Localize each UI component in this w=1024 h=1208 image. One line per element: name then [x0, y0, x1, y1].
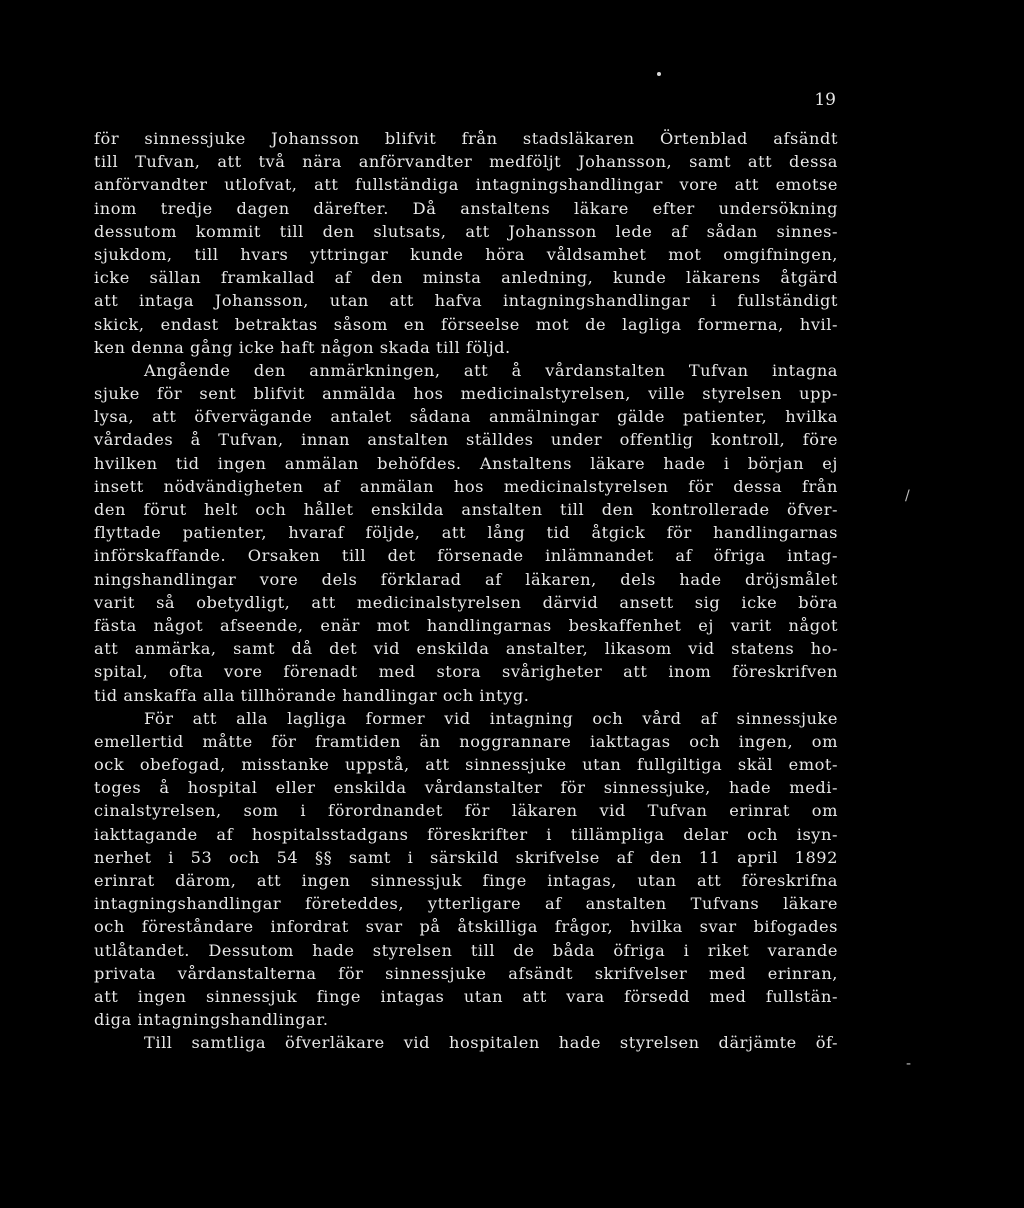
- text-line: emellertid måtte för framtiden än noggrannare iakttagas och ingen, om: [94, 731, 838, 751]
- text-line: flyttade patienter, hvaraf följde, att lång tid åtgick för handlingarnas: [94, 523, 838, 543]
- text-line: fästa något afseende, enär mot handlingarnas beskaffenhet ej varit något: [94, 615, 838, 635]
- text-line: ock obefogad, misstanke uppstå, att sinnessjuke utan fullgiltiga skäl emot-: [94, 755, 838, 775]
- text-line: för sinnessjuke Johansson blifvit från stadsläkaren Örtenblad afsändt: [94, 129, 838, 148]
- text-line: ken denna gång icke haft någon skada till följd.: [94, 337, 511, 357]
- text-line: erinrat därom, att ingen sinnessjuk finge intagas, utan att föreskrifna: [94, 871, 838, 890]
- text-line: att ingen sinnessjuk finge intagas utan att vara försedd med fullstän-: [94, 986, 838, 1006]
- text-line: insett nödvändigheten af anmälan hos medicinalstyrelsen för dessa från: [94, 476, 838, 496]
- text-line: privata vårdanstalterna för sinnessjuke afsändt skrifvelser med erinran,: [94, 963, 838, 983]
- text-line: Till samtliga öfverläkare vid hospitalen hade styrelsen därjämte öf-: [144, 1033, 838, 1053]
- text-line: att anmärka, samt då det vid enskilda anstalter, likasom vid statens ho-: [94, 639, 838, 659]
- text-line: nerhet i 53 och 54 §§ samt i särskild skrifvelse af den 11 april 1892: [94, 847, 838, 867]
- text-line: intagningshandlingar företeddes, ytterligare af anstalten Tufvans läkare: [94, 894, 838, 914]
- ink-speck: [657, 72, 661, 76]
- text-line: till Tufvan, att två nära anförvandter medföljt Johansson, samt att dessa: [94, 152, 838, 172]
- text-line: cinalstyrelsen, som i förordnandet för läkaren vid Tufvan erinrat om: [94, 801, 838, 821]
- text-line: icke sällan framkallad af den minsta anledning, kunde läkarens åtgärd: [94, 268, 838, 288]
- text-line: ningshandlingar vore dels förklarad af läkaren, dels hade dröjsmålet: [94, 569, 838, 589]
- text-line: iakttagande af hospitalsstadgans föreskrifter i tillämpliga delar och isyn-: [94, 824, 838, 844]
- text-line: dessutom kommit till den slutsats, att Johansson lede af sådan sinnes-: [94, 221, 838, 241]
- text-line: toges å hospital eller enskilda vårdanstalter för sinnessjuke, hade medi-: [94, 778, 838, 798]
- text-line: varit så obetydligt, att medicinalstyrelsen därvid ansett sig icke böra: [94, 592, 838, 612]
- text-line: sjukdom, till hvars yttringar kunde höra våldsamhet mot omgifningen,: [94, 244, 838, 264]
- text-line: tid anskaffa alla tillhörande handlingar och intyg.: [94, 685, 530, 705]
- body-text: [94, 127, 838, 1055]
- text-line: lysa, att öfvervägande antalet sådana anmälningar gälde patienter, hvilka: [94, 407, 838, 427]
- text-line: spital, ofta vore förenadt med stora svårigheter att inom föreskrifven: [94, 662, 838, 682]
- text-line: Angående den anmärkningen, att å vårdanstalten Tufvan intagna: [144, 360, 838, 380]
- text-line: utlåtandet. Dessutom hade styrelsen till de båda öfriga i riket varande: [94, 940, 838, 960]
- text-line: vårdades å Tufvan, innan anstalten ställdes under offentlig kontroll, före: [94, 430, 838, 450]
- margin-mark-dash: -: [906, 1056, 912, 1072]
- text-line: inom tredje dagen därefter. Då anstaltens läkare efter undersökning: [94, 198, 838, 218]
- text-line: diga intagningshandlingar.: [94, 1010, 329, 1030]
- text-line: För att alla lagliga former vid intagning och vård af sinnessjuke: [144, 708, 838, 728]
- text-line: införskaffande. Orsaken till det försenade inlämnandet af öfriga intag-: [94, 546, 838, 566]
- text-line: att intaga Johansson, utan att hafva intagningshandlingar i fullständigt: [94, 291, 838, 311]
- text-line: hvilken tid ingen anmälan behöfdes. Anstaltens läkare hade i början ej: [94, 453, 838, 473]
- text-line: den förut helt och hållet enskilda anstalten till den kontrollerade öfver-: [94, 500, 838, 519]
- page-number: 19: [814, 90, 836, 110]
- text-line: sjuke för sent blifvit anmälda hos medicinalstyrelsen, ville styrelsen upp-: [94, 384, 838, 404]
- margin-mark-slash: /: [905, 488, 910, 504]
- text-line: anförvandter utlofvat, att fullständiga intagningshandlingar vore att emotse: [94, 175, 838, 195]
- text-line: och föreståndare infordrat svar på åtskilliga frågor, hvilka svar bifogades: [94, 917, 838, 937]
- text-line: skick, endast betraktas såsom en förseelse mot de lagliga formerna, hvil-: [94, 314, 838, 334]
